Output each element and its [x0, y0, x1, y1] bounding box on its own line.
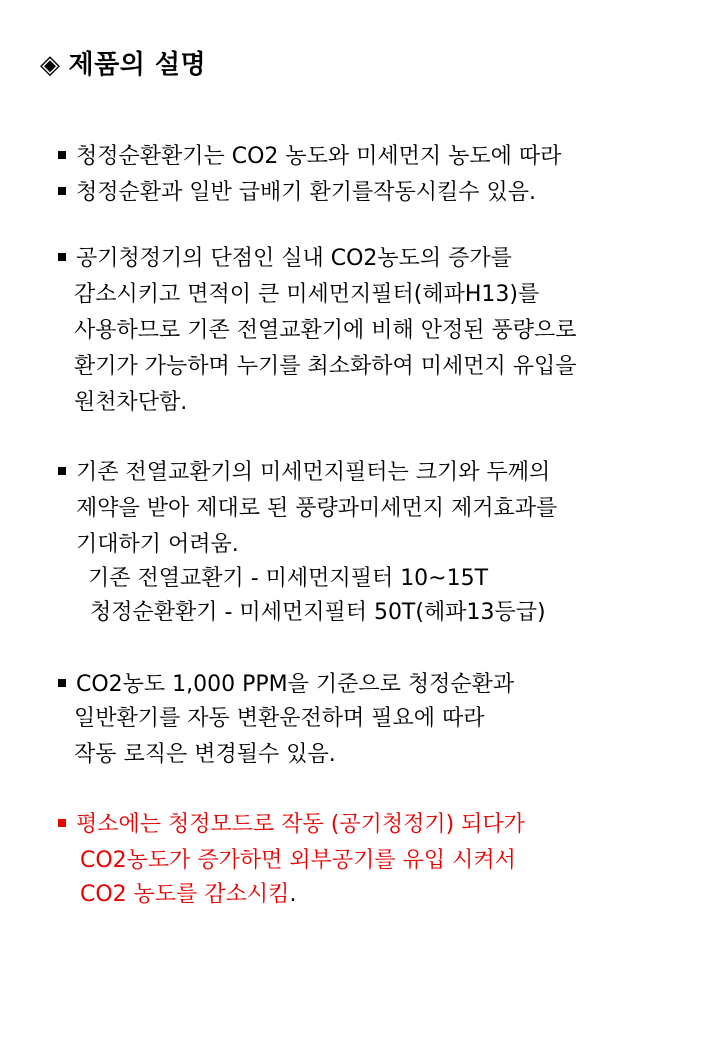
- paragraph-3-line-3: 기대하기 어려움.: [76, 532, 239, 557]
- bullet-icon: [58, 253, 66, 261]
- paragraph-4-line-1: CO2농도 1,000 PPM을 기준으로 청정순환과: [58, 670, 514, 700]
- paragraph-4-line-3: 작동 로직은 변경될수 있음.: [74, 742, 336, 767]
- paragraph-3-line-5: 청정순환환기 - 미세먼지필터 50T(헤파13등급): [90, 600, 546, 625]
- paragraph-5-line-3: CO2 농도를 감소시킴.: [80, 882, 297, 907]
- paragraph-3-line-2: 제약을 받아 제대로 된 풍량과미세먼지 제거효과를: [76, 496, 558, 521]
- paragraph-5-line-1: 평소에는 청정모드로 작동 (공기청정기) 되다가: [58, 810, 525, 840]
- bullet-icon: [58, 151, 66, 159]
- paragraph-3-line-4: 기존 전열교환기 - 미세먼지필터 10~15T: [88, 566, 489, 591]
- paragraph-2-line-3: 사용하므로 기존 전열교환기에 비해 안정된 풍량으로: [74, 318, 577, 343]
- bullet-icon: [58, 819, 66, 827]
- paragraph-5-line-2: CO2농도가 증가하면 외부공기를 유입 시켜서: [80, 848, 516, 873]
- page-title-text: 제품의 설명: [68, 50, 207, 80]
- page-title: [40, 44, 206, 81]
- paragraph-4-line-2: 일반환기를 자동 변환운전하며 필요에 따라: [74, 706, 485, 731]
- paragraph-2-line-1: 공기청정기의 단점인 실내 CO2농도의 증가를: [58, 244, 512, 274]
- paragraph-1-line-1: 청정순환환기는 CO2 농도와 미세먼지 농도에 따라: [58, 142, 561, 172]
- paragraph-2-line-5: 원천차단함.: [74, 390, 188, 415]
- bullet-icon: [58, 467, 66, 475]
- diamond-icon: ◈: [40, 50, 61, 80]
- bullet-icon: [58, 679, 66, 687]
- paragraph-3-line-1: 기존 전열교환기의 미세먼지필터는 크기와 두께의: [58, 458, 550, 488]
- paragraph-1-line-2: 청정순환과 일반 급배기 환기를작동시킬수 있음.: [58, 178, 536, 208]
- paragraph-2-line-4: 환기가 가능하며 누기를 최소화하여 미세먼지 유입을: [74, 354, 577, 379]
- paragraph-2-line-2: 감소시키고 면적이 큰 미세먼지필터(헤파H13)를: [74, 282, 540, 307]
- bullet-icon: [58, 187, 66, 195]
